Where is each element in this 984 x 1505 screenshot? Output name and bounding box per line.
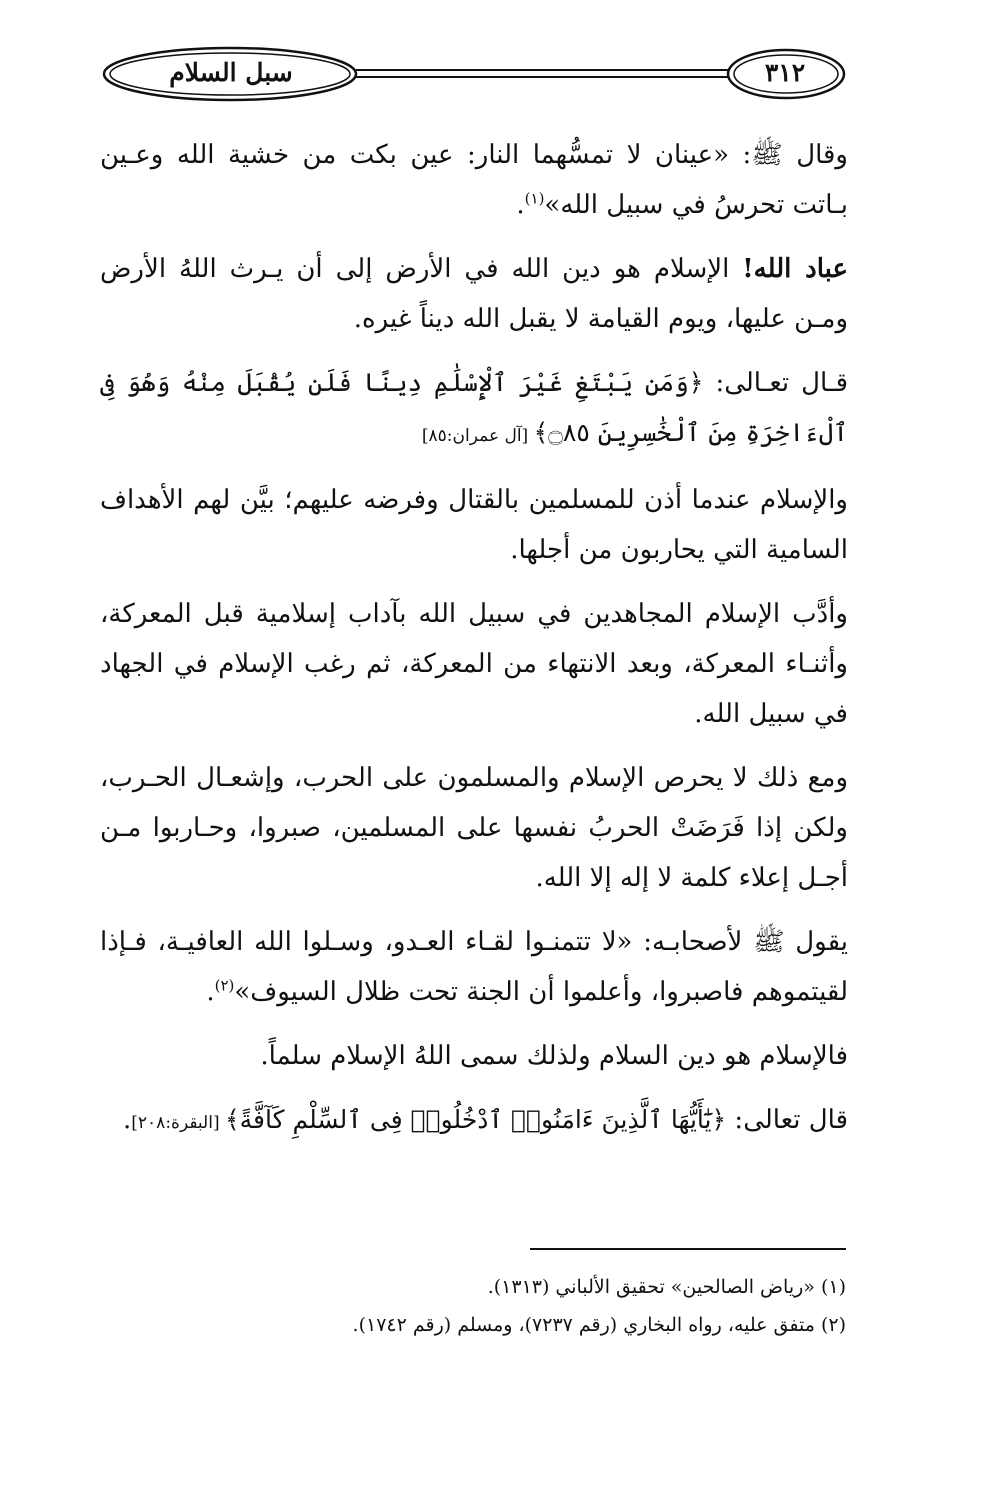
paragraph-etiquette: وأدَّب الإسلام المجاهدين في سبيل الله بآداب إسلامية قبل المعركة، وأثنـاء المعركة، وبعد الانتهاء من المعركة، ثم رغب الإسلام في الجهاد في سبيل الله. [100, 599, 848, 729]
page-number: ٣١٢ [764, 58, 806, 87]
paragraph-religion: عباد الله! الإسلام هو دين الله في الأرض إلى أن يـرث اللهُ الأرض ومـن عليها، ويوم القيامة لا يقبل الله ديناً غيره. [100, 254, 848, 334]
lead-phrase: عباد الله! [742, 254, 848, 284]
paragraph-quran-imran: قـال تعـالى: ﴿وَمَن يَبْتَغِ غَيْرَ ٱلْإِسْلَٰمِ دِينًا فَلَن يُقْبَلَ مِنْهُ وَهُوَ فِى ٱلْءَاخِرَةِ مِنَ ٱلْخَٰسِرِينَ ۝٨٥﴾ [آل عمران:٨٥] [100, 368, 849, 447]
running-title: سبل السلام [169, 58, 293, 87]
page-header [100, 44, 848, 110]
paragraph-peace: فالإسلام هو دين السلام ولذلك سمى اللهُ الإسلام سلماً. [260, 1041, 848, 1071]
footnote-2: (٢) متفق عليه، رواه البخاري (رقم ٧٢٣٧)، ومسلم (رقم ١٧٤٢). [352, 1314, 846, 1336]
quran-verse: ﴿وَمَن يَبْتَغِ غَيْرَ ٱلْإِسْلَٰمِ دِينًا فَلَن يُقْبَلَ مِنْهُ وَهُوَ فِى ٱلْءَاخِرَةِ مِنَ ٱلْخَٰسِرِينَ ۝٨٥﴾ [100, 368, 848, 447]
main-text [100, 130, 848, 1162]
quran-verse: ﴿يَٰٓأَيُّهَا ٱلَّذِينَ ءَامَنُوا۟ ٱدْخُلُوا۟ فِى ٱلسِّلْمِ كَآفَّةً﴾ [225, 1105, 727, 1134]
footnote-separator [530, 1248, 846, 1250]
paragraph-war: ومع ذلك لا يحرص الإسلام والمسلمون على الحرب، وإشعـال الحـرب، ولكن إذا فَرَضَتْ الحربُ نفسها على المسلمين، صبروا، وحـاربوا مـن أجـل إعلاء كلمة لا إله إلا الله. [100, 763, 848, 893]
verse-reference: [البقرة:٢٠٨] [131, 1113, 225, 1133]
paragraph-hadith-eyes: وقال ﷺ: «عينان لا تمسُّهما النار: عين بكت من خشية الله وعـين بـاتت تحرسُ في سبيل الله»$^{(١)}$. [100, 140, 848, 220]
footnote-ref: (٢) [214, 976, 235, 995]
verse-reference: [آل عمران:٨٥] [421, 426, 534, 446]
footnotes [100, 1268, 846, 1344]
footnote-ref: (١) [524, 189, 545, 208]
paragraph-goals: والإسلام عندما أذن للمسلمين بالقتال وفرضه عليهم؛ بيَّن لهم الأهداف السامية التي يحاربون من أجلها. [100, 485, 848, 565]
paragraph-hadith-enemy: يقول ﷺ لأصحابـه: «لا تتمنـوا لقـاء العـدو، وسـلوا الله العافيـة، فـإذا لقيتموهم فاصبروا، وأعلموا أن الجنة تحت ظلال السيوف»$^{(٢)}$. [100, 927, 848, 1007]
paragraph-quran-baqara: قال تعالى: ﴿يَٰٓأَيُّهَا ٱلَّذِينَ ءَامَنُوا۟ ٱدْخُلُوا۟ فِى ٱلسِّلْمِ كَآفَّةً﴾ [البقرة:٢٠٨]. [123, 1105, 848, 1135]
footnote-1: (١) «رياض الصالحين» تحقيق الألباني (١٣١٣). [487, 1276, 846, 1298]
